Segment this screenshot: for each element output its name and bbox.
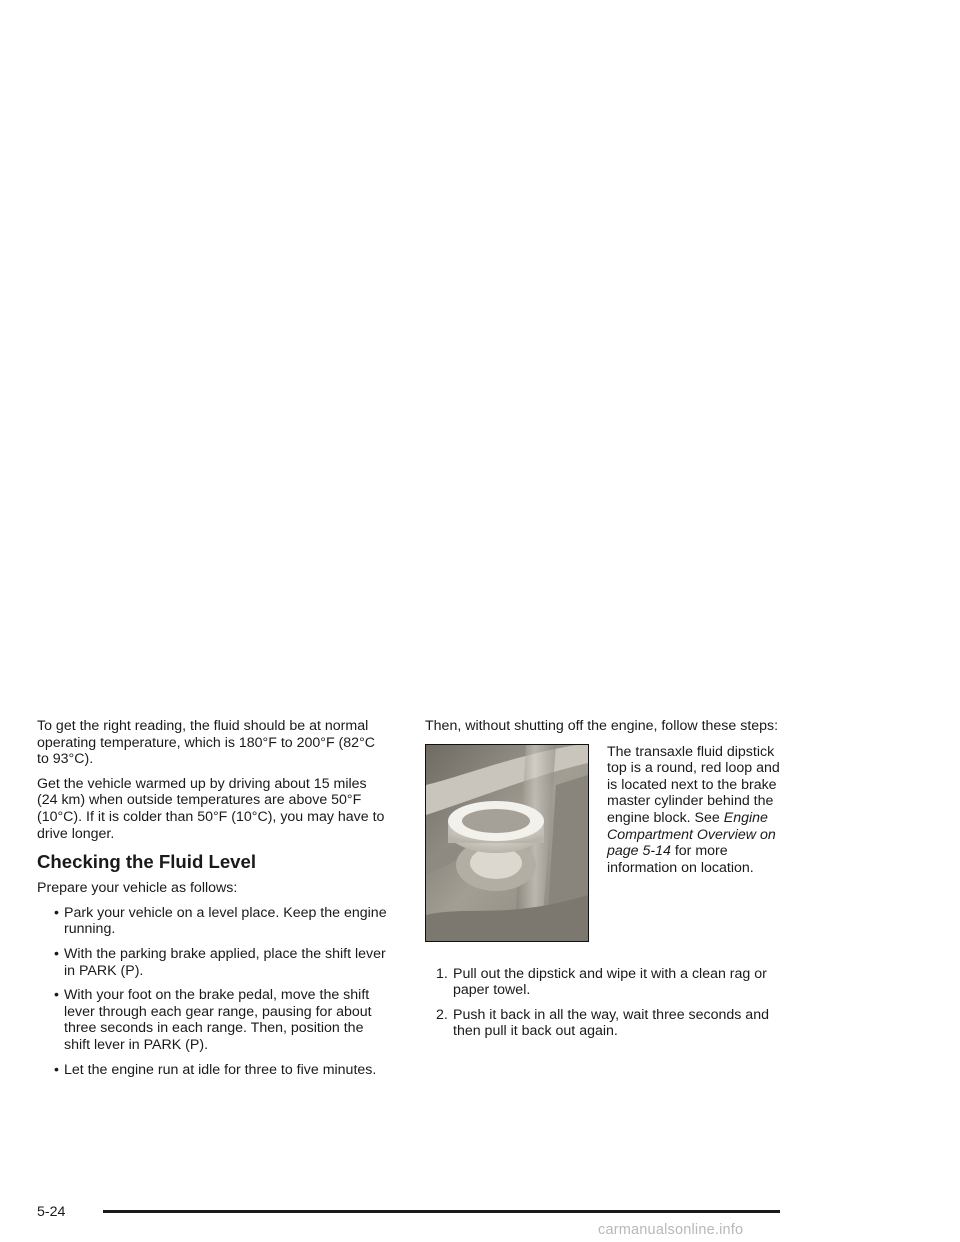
page-number: 5-24 <box>37 1204 66 1220</box>
bullet-icon: • <box>54 987 59 1004</box>
left-column <box>37 718 389 1086</box>
right-column <box>425 718 785 1048</box>
figure-caption <box>607 744 785 877</box>
list-item-text: With the parking brake applied, place the shift lever in PARK (P). <box>64 945 386 979</box>
list-item <box>37 987 389 1053</box>
step-number: 2. <box>436 1006 448 1023</box>
footer-rule <box>103 1210 780 1213</box>
step-number: 1. <box>436 965 448 982</box>
step-text: Pull out the dipstick and wipe it with a clean rag or paper towel. <box>453 965 767 999</box>
section-heading: Checking the Fluid Level <box>37 851 257 873</box>
list-item <box>37 1062 389 1079</box>
list-item <box>37 946 389 979</box>
list-item <box>425 966 785 999</box>
intro-paragraph-2: Get the vehicle warmed up by driving about 15 miles (24 km) when outside temperatures are above 50°F (10°C). If it is colder than 50°F (10°C), you may have to drive longer. <box>37 775 385 842</box>
prepare-text: Prepare your vehicle as follows: <box>37 880 238 897</box>
intro-paragraph-1: To get the right reading, the fluid should be at normal operating temperature, which is 180°F to 200°F (82°C to 93°C). <box>37 718 375 768</box>
steps-list <box>425 966 785 1040</box>
steps-intro: Then, without shutting off the engine, follow these steps: <box>425 718 779 734</box>
bullet-icon: • <box>54 945 59 962</box>
list-item <box>425 1007 785 1040</box>
dipstick-loop-illustration <box>426 745 588 941</box>
figure-row <box>425 744 785 950</box>
bullet-icon: • <box>54 1061 59 1078</box>
caption-text-end: for more information on location. <box>607 843 754 876</box>
preparation-list <box>37 905 389 1078</box>
watermark: carmanualsonline.info <box>598 1222 744 1238</box>
bullet-icon: • <box>54 904 59 921</box>
list-item <box>37 905 389 938</box>
list-item-text: Park your vehicle on a level place. Keep the engine running. <box>64 904 387 938</box>
dipstick-photo <box>425 744 589 942</box>
step-text: Push it back in all the way, wait three seconds and then pull it back out again. <box>453 1006 769 1040</box>
engine-compartment-link[interactable]: Engine Compartment Overview on page 5-14 <box>607 809 776 860</box>
list-item-text: Let the engine run at idle for three to five minutes. <box>64 1061 377 1078</box>
list-item-text: With your foot on the brake pedal, move the shift lever through each gear range, pausing for about three seconds in each range. Then, position the shift lever in PARK (P). <box>64 987 372 1053</box>
caption-text: The transaxle fluid dipstick top is a round, red loop and is located next to the brake master cylinder behind the engine block. See <box>607 743 780 826</box>
